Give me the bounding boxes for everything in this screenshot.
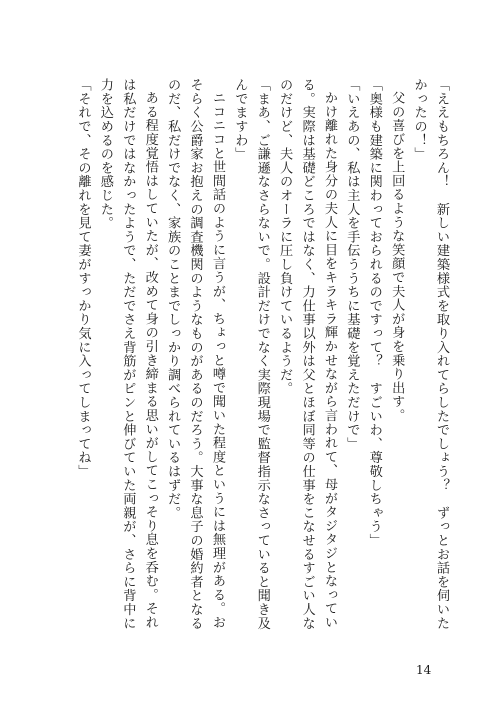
- paragraph-1: 「ええもちろん！ 新しい建築様式を取り入れてらしたでしょう？ ずっとお話を伺いたかったの！」: [411, 78, 449, 630]
- paragraph-8: ある程度覚悟はしていたが、改めて身の引き締まる思いがしてこっそり息を呑む。それは私だけではなかったようで、ただでさえ背筋がピンと伸びていた両親が、さらに背中に力を込めるのを感じた。: [97, 78, 158, 630]
- paragraph-6: 「まあ、ご謙遜なさらないで。設計だけでなく実際現場で監督指示なさっていると聞き及んでますわ」: [232, 78, 270, 630]
- page-number: 14: [416, 663, 432, 677]
- paragraph-2: 父の喜びを上回るような笑顔で夫人が身を乗り出す。: [389, 91, 405, 423]
- vertical-text-body: [48, 78, 452, 638]
- paragraph-4: 「いえあの、私は主人を手伝ううちに基礎を覚えただけで」: [344, 78, 360, 451]
- paragraph-3: 「奥様も建築に関わっておられるのですって？ すごいわ、尊敬しちゃう」: [366, 78, 382, 548]
- paragraph-9: 「それで、その離れを見て妻がすっかり気に入ってしまってね」: [75, 78, 91, 479]
- paragraph-7: ニコニコと世間話のように言うが、ちょっと噂で聞いた程度というには無理がある。おそらく公爵家お抱えの調査機関のようなものがあるのだろう。大事な息子の婚約者となるのだ、私だけでなく、家族のことまでしっかり調べられているはずだ。: [165, 78, 225, 630]
- paragraph-5: かけ離れた身分の夫人に目をキラキラ輝かせながら言われて、母がタジタジとなっている。実際は基礎どころではなく、力仕事以外は父とほぼ同等の仕事をこなせるすごい人なのだけど、夫人のオーラに圧し負けているようだ。: [277, 78, 337, 630]
